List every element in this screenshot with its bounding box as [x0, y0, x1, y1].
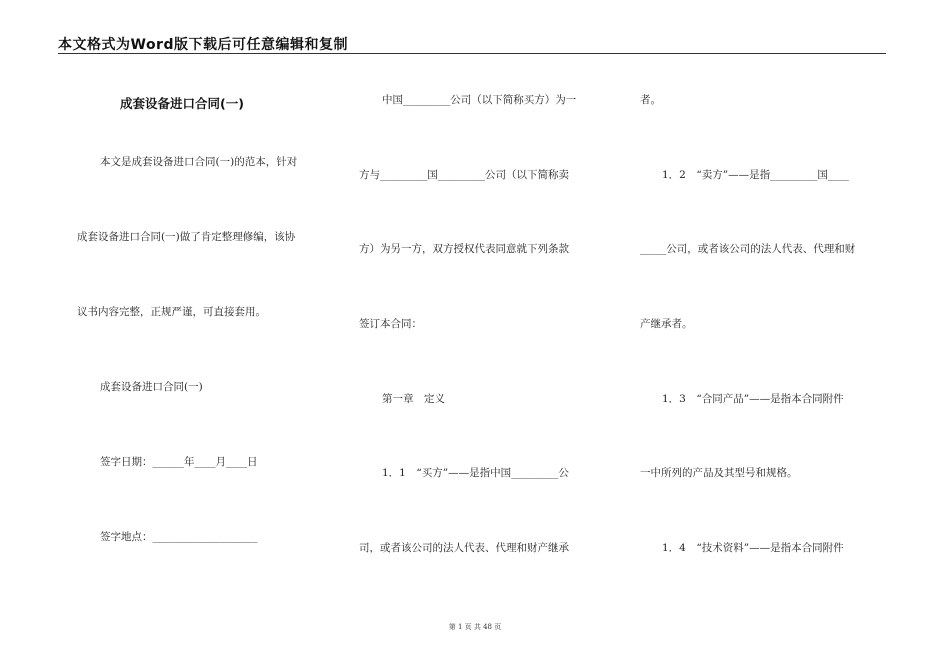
document-header: 本文格式为Word版下载后可任意编辑和复制: [58, 37, 348, 53]
col3-line-5: 1．3 “合同产品”——是指本合同附件: [662, 393, 844, 405]
col1-line-5: 签字日期：______年____月____日: [100, 456, 258, 468]
col1-line-3: 议书内容完整，正规严谨，可直接套用。: [77, 306, 266, 318]
col3-line-2: 1．2 “卖方”——是指_________国____: [662, 169, 849, 181]
col2-line-3: 方）为另一方，双方授权代表同意就下列条款: [359, 243, 569, 255]
col2-line-2: 方与_________国_________公司（以下简称卖: [359, 169, 569, 181]
header-divider: [58, 53, 886, 54]
page-number: 第 1 页 共 48 页: [448, 623, 502, 631]
col3-line-4: 产继承者。: [640, 318, 693, 330]
col1-line-1: 本文是成套设备进口合同(一)的范本，针对: [100, 156, 298, 168]
col3-line-6: 一中所列的产品及其型号和规格。: [640, 467, 798, 479]
col2-line-4: 签订本合同：: [359, 318, 422, 330]
col3-line-7: 1．4 “技术资料”——是指本合同附件: [662, 542, 844, 554]
col1-line-4: 成套设备进口合同(一): [100, 381, 203, 393]
col3-line-3: _____公司，或者该公司的法人代表、代理和财: [640, 243, 856, 255]
document-title: 成套设备进口合同(一): [120, 96, 244, 111]
col3-line-1: 者。: [640, 94, 661, 106]
chapter-heading: 第一章 定义: [382, 393, 445, 405]
col2-line-1: 中国_________公司（以下简称买方）为一: [382, 94, 577, 106]
col2-line-7: 司，或者该公司的法人代表、代理和财产继承: [359, 542, 569, 554]
col1-line-6: 签字地点：____________________: [100, 531, 258, 543]
col1-line-2: 成套设备进口合同(一)做了肯定整理修编，该协: [77, 231, 296, 243]
col2-line-6: 1．1 “买方”——是指中国_________公: [382, 467, 569, 479]
